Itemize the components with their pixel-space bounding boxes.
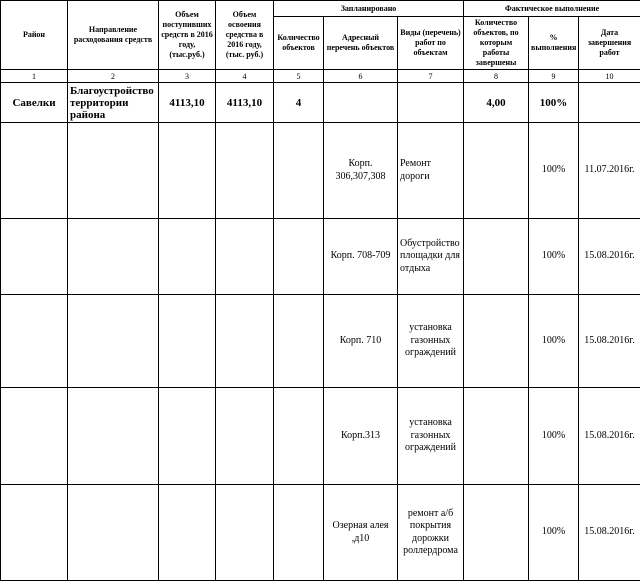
date-cell: 11.07.2016г. xyxy=(579,123,640,219)
header-planned: Запланировано xyxy=(274,1,464,17)
header-percent: % выполнения xyxy=(529,17,579,70)
date-cell: 15.08.2016г. xyxy=(579,295,640,388)
header-address: Адресный перечень объектов xyxy=(324,17,398,70)
table-row xyxy=(1,485,640,581)
percent-cell: 100% xyxy=(529,295,579,388)
header-works: Виды (перечень) работ по объектам xyxy=(398,17,464,70)
works-cell: установка газонных ограждений xyxy=(398,388,464,485)
table-row xyxy=(1,388,640,485)
col-number: 5 xyxy=(274,70,324,83)
header-district: Район xyxy=(1,1,68,70)
works-cell: ремонт а/б покрытия дорожки роллердрома xyxy=(398,485,464,581)
address-cell: Корп.313 xyxy=(324,388,398,485)
date-cell: 15.08.2016г. xyxy=(579,388,640,485)
header-done-count: Количество объектов, по которым работы завершены xyxy=(464,17,529,70)
empty-cell xyxy=(398,83,464,123)
table-row xyxy=(1,219,640,295)
col-number: 8 xyxy=(464,70,529,83)
works-cell: установка газонных ограждений xyxy=(398,295,464,388)
col-number: 10 xyxy=(579,70,640,83)
address-cell: Озерная алея ,д10 xyxy=(324,485,398,581)
percent-cell: 100% xyxy=(529,485,579,581)
summary-row xyxy=(1,83,640,123)
col-number: 6 xyxy=(324,70,398,83)
direction-name: Благоустройство территории района xyxy=(68,83,159,123)
col-number: 4 xyxy=(216,70,274,83)
header-end-date: Дата завершения работ xyxy=(579,17,640,70)
empty-cell xyxy=(324,83,398,123)
header-direction: Направление расходования средств xyxy=(68,1,159,70)
done-count: 4,00 xyxy=(464,83,529,123)
district-name: Савелки xyxy=(1,83,68,123)
header-count: Количество объектов xyxy=(274,17,324,70)
date-cell: 15.08.2016г. xyxy=(579,485,640,581)
works-cell: Ремонт дороги xyxy=(398,123,464,219)
empty-cell xyxy=(579,83,640,123)
header-actual: Фактическое выполнение xyxy=(464,1,640,17)
planned-count: 4 xyxy=(274,83,324,123)
col-number: 7 xyxy=(398,70,464,83)
col-number: 3 xyxy=(159,70,216,83)
percent-total: 100% xyxy=(529,83,579,123)
address-cell: Корп. 708-709 xyxy=(324,219,398,295)
works-cell: Обустройство площадки для отдыха xyxy=(398,219,464,295)
col-number: 2 xyxy=(68,70,159,83)
percent-cell: 100% xyxy=(529,388,579,485)
header-received: Объем поступивших средств в 2016 году, (тыс.руб.) xyxy=(159,1,216,70)
percent-cell: 100% xyxy=(529,219,579,295)
percent-cell: 100% xyxy=(529,123,579,219)
col-number: 9 xyxy=(529,70,579,83)
table-row xyxy=(1,295,640,388)
address-cell: Корп. 306,307,308 xyxy=(324,123,398,219)
table-row xyxy=(1,123,640,219)
date-cell: 15.08.2016г. xyxy=(579,219,640,295)
spent-amount: 4113,10 xyxy=(216,83,274,123)
received-amount: 4113,10 xyxy=(159,83,216,123)
address-cell: Корп. 710 xyxy=(324,295,398,388)
col-number: 1 xyxy=(1,70,68,83)
header-spent: Объем освоения средства в 2016 году, (тыс. руб.) xyxy=(216,1,274,70)
